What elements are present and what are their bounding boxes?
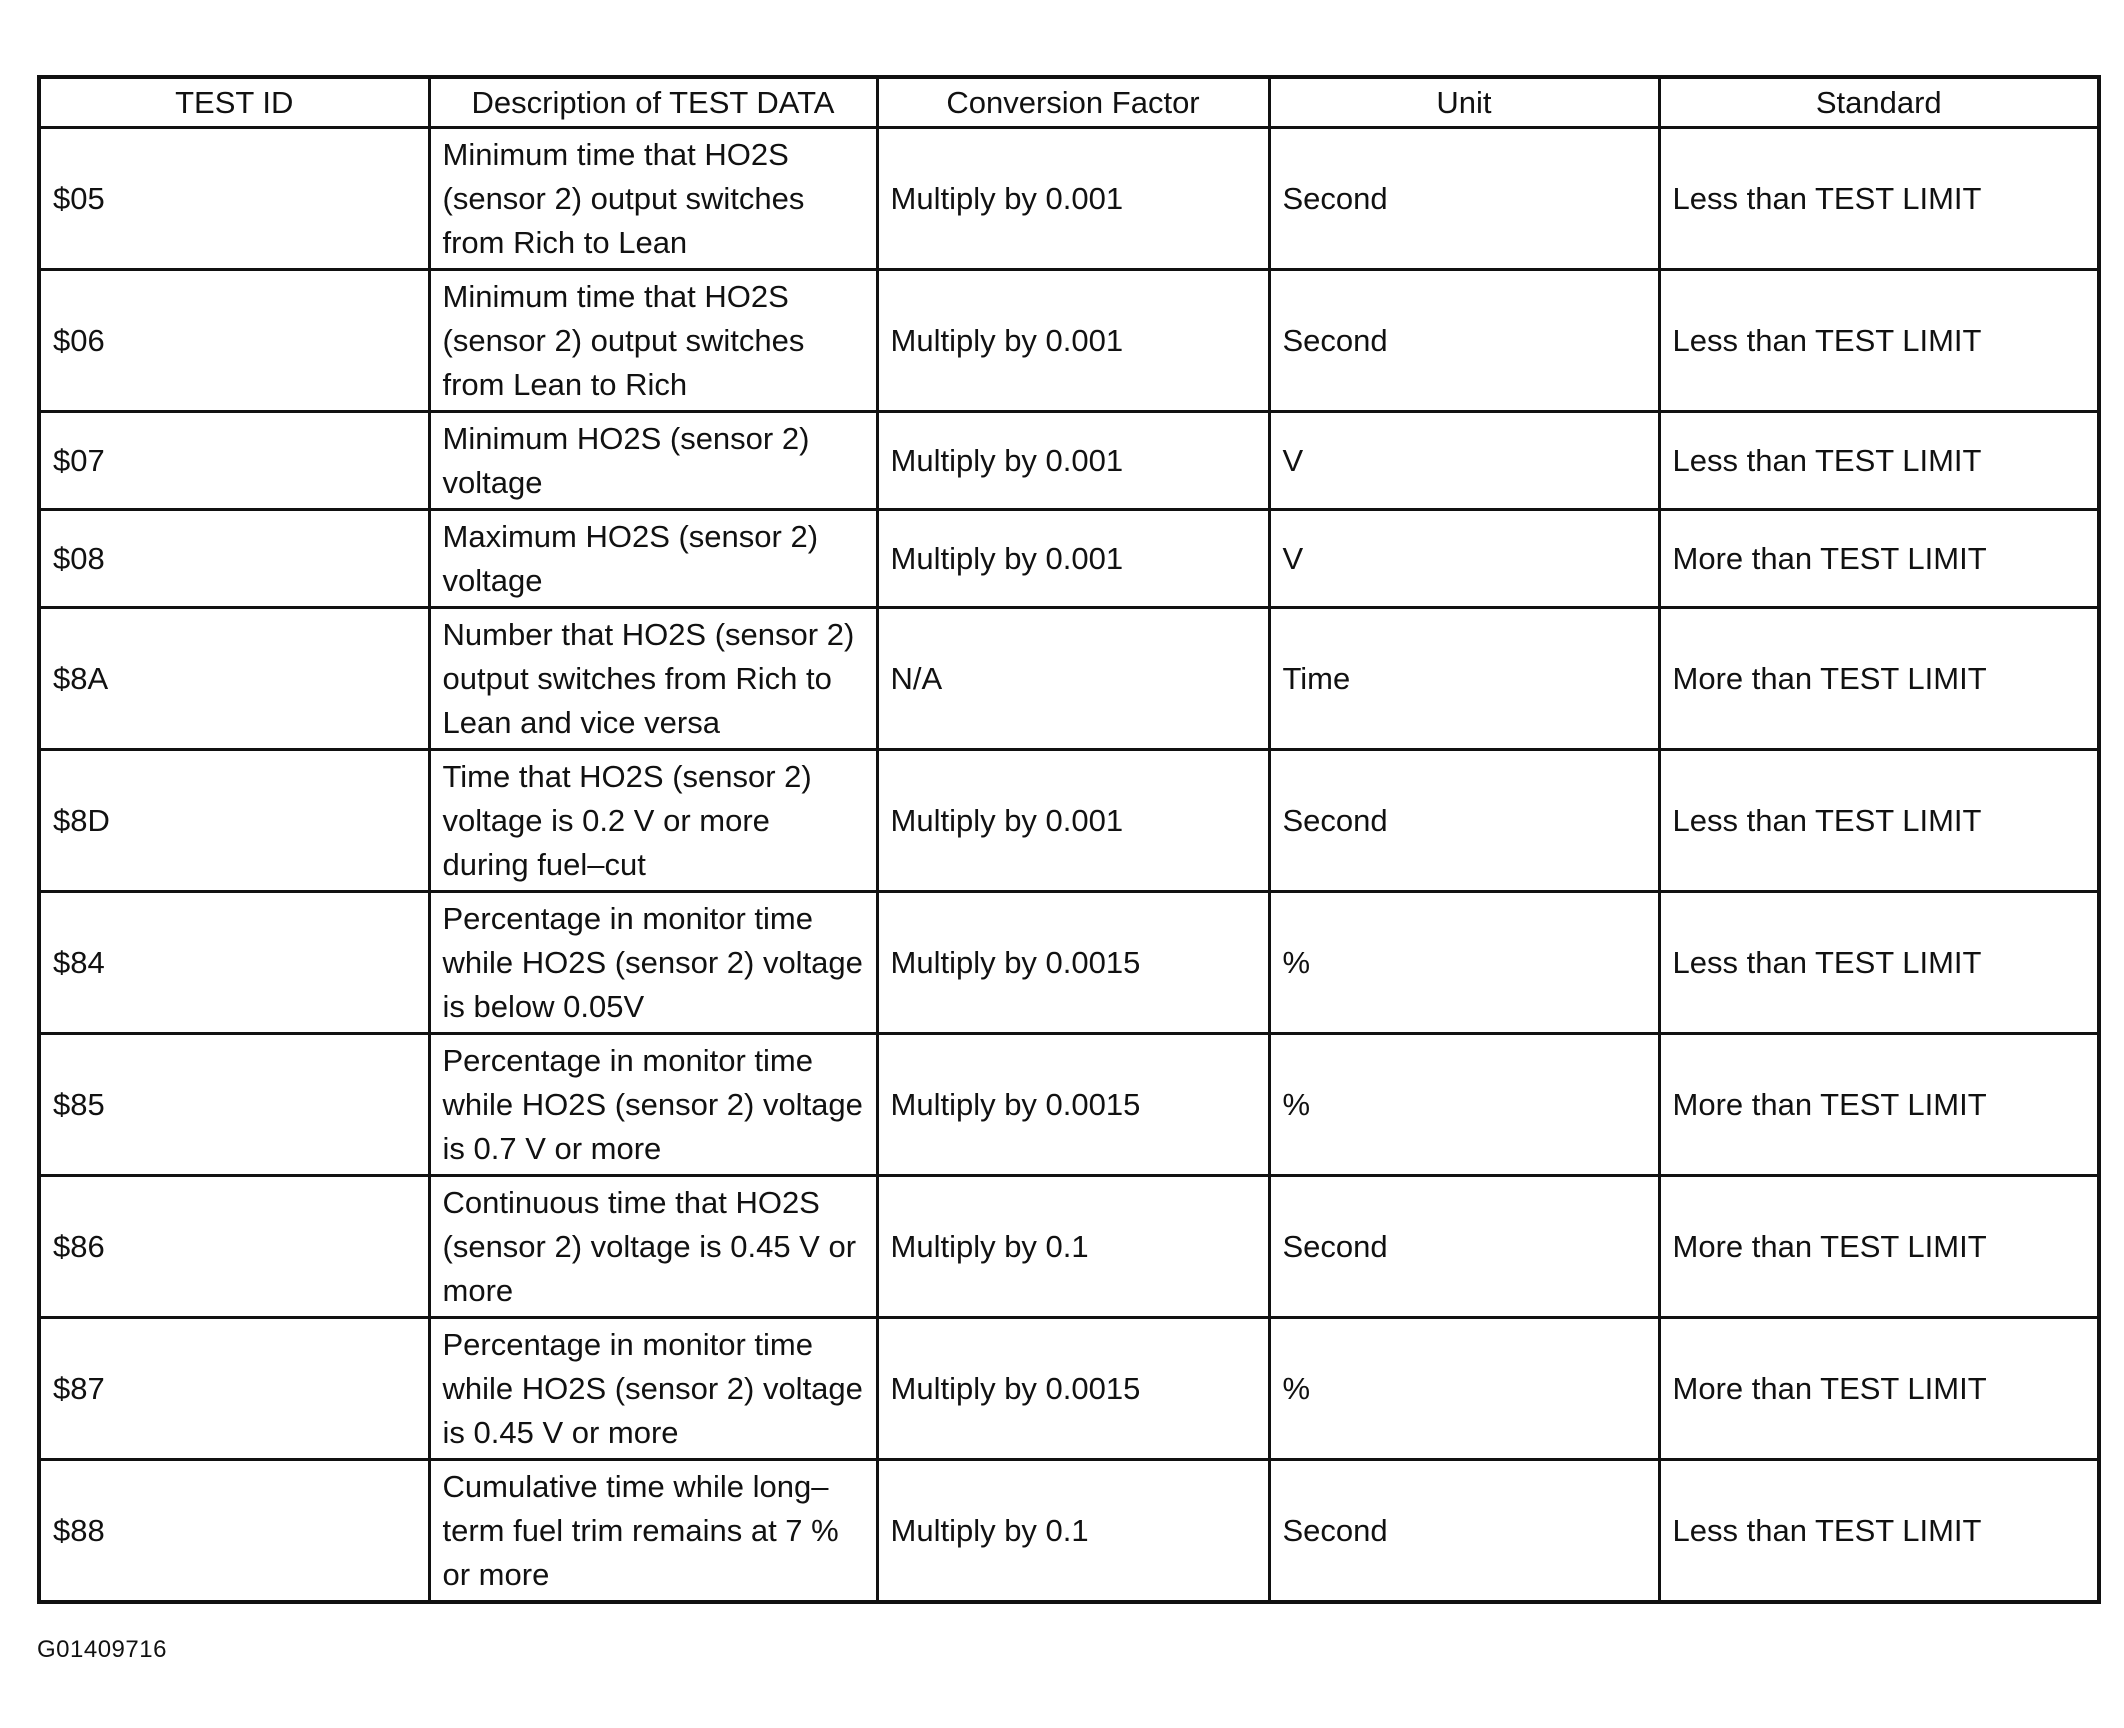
spec-sheet bbox=[37, 75, 2097, 1604]
header-test-id: TEST ID bbox=[39, 77, 429, 128]
table-row bbox=[39, 1460, 2099, 1603]
test-data-table bbox=[37, 75, 2101, 1604]
header-description: Description of TEST DATA bbox=[429, 77, 877, 128]
cell-description: Minimum time that HO2S (sensor 2) output switches from Lean to Rich bbox=[429, 270, 877, 412]
cell-conversion-factor: Multiply by 0.1 bbox=[877, 1176, 1269, 1318]
cell-unit: Second bbox=[1269, 128, 1659, 270]
cell-unit: % bbox=[1269, 1318, 1659, 1460]
cell-standard: Less than TEST LIMIT bbox=[1659, 412, 2099, 510]
table-header-row bbox=[39, 77, 2099, 128]
cell-description: Maximum HO2S (sensor 2) voltage bbox=[429, 510, 877, 608]
cell-conversion-factor: Multiply by 0.001 bbox=[877, 412, 1269, 510]
cell-conversion-factor: Multiply by 0.0015 bbox=[877, 1034, 1269, 1176]
header-standard: Standard bbox=[1659, 77, 2099, 128]
cell-standard: Less than TEST LIMIT bbox=[1659, 1460, 2099, 1603]
cell-test-id: $08 bbox=[39, 510, 429, 608]
cell-description: Minimum HO2S (sensor 2) voltage bbox=[429, 412, 877, 510]
header-conversion-factor: Conversion Factor bbox=[877, 77, 1269, 128]
cell-description: Cumulative time while long–term fuel trim remains at 7 % or more bbox=[429, 1460, 877, 1603]
header-unit: Unit bbox=[1269, 77, 1659, 128]
table-row bbox=[39, 1318, 2099, 1460]
cell-conversion-factor: Multiply by 0.001 bbox=[877, 270, 1269, 412]
cell-standard: More than TEST LIMIT bbox=[1659, 1176, 2099, 1318]
cell-unit: V bbox=[1269, 510, 1659, 608]
cell-standard: Less than TEST LIMIT bbox=[1659, 892, 2099, 1034]
cell-conversion-factor: Multiply by 0.001 bbox=[877, 750, 1269, 892]
table-row bbox=[39, 270, 2099, 412]
cell-standard: Less than TEST LIMIT bbox=[1659, 750, 2099, 892]
cell-unit: Second bbox=[1269, 270, 1659, 412]
table-row bbox=[39, 1176, 2099, 1318]
cell-description: Continuous time that HO2S (sensor 2) voltage is 0.45 V or more bbox=[429, 1176, 877, 1318]
cell-description: Percentage in monitor time while HO2S (sensor 2) voltage is 0.45 V or more bbox=[429, 1318, 877, 1460]
cell-standard: More than TEST LIMIT bbox=[1659, 1318, 2099, 1460]
cell-test-id: $86 bbox=[39, 1176, 429, 1318]
cell-test-id: $87 bbox=[39, 1318, 429, 1460]
cell-description: Percentage in monitor time while HO2S (sensor 2) voltage is below 0.05V bbox=[429, 892, 877, 1034]
cell-standard: More than TEST LIMIT bbox=[1659, 608, 2099, 750]
table-row bbox=[39, 750, 2099, 892]
cell-conversion-factor: Multiply by 0.0015 bbox=[877, 1318, 1269, 1460]
cell-standard: More than TEST LIMIT bbox=[1659, 1034, 2099, 1176]
cell-standard: More than TEST LIMIT bbox=[1659, 510, 2099, 608]
cell-test-id: $85 bbox=[39, 1034, 429, 1176]
table-row bbox=[39, 412, 2099, 510]
cell-test-id: $84 bbox=[39, 892, 429, 1034]
cell-conversion-factor: Multiply by 0.001 bbox=[877, 510, 1269, 608]
cell-test-id: $88 bbox=[39, 1460, 429, 1603]
cell-test-id: $07 bbox=[39, 412, 429, 510]
cell-unit: Second bbox=[1269, 1176, 1659, 1318]
cell-conversion-factor: Multiply by 0.001 bbox=[877, 128, 1269, 270]
cell-unit: % bbox=[1269, 892, 1659, 1034]
cell-description: Time that HO2S (sensor 2) voltage is 0.2 V or more during fuel–cut bbox=[429, 750, 877, 892]
cell-standard: Less than TEST LIMIT bbox=[1659, 128, 2099, 270]
cell-description: Minimum time that HO2S (sensor 2) output switches from Rich to Lean bbox=[429, 128, 877, 270]
table-row bbox=[39, 608, 2099, 750]
cell-description: Percentage in monitor time while HO2S (sensor 2) voltage is 0.7 V or more bbox=[429, 1034, 877, 1176]
cell-standard: Less than TEST LIMIT bbox=[1659, 270, 2099, 412]
cell-unit: Time bbox=[1269, 608, 1659, 750]
cell-description: Number that HO2S (sensor 2) output switches from Rich to Lean and vice versa bbox=[429, 608, 877, 750]
table-row bbox=[39, 510, 2099, 608]
cell-test-id: $8A bbox=[39, 608, 429, 750]
cell-conversion-factor: Multiply by 0.1 bbox=[877, 1460, 1269, 1603]
cell-unit: Second bbox=[1269, 1460, 1659, 1603]
cell-conversion-factor: Multiply by 0.0015 bbox=[877, 892, 1269, 1034]
table-row bbox=[39, 128, 2099, 270]
cell-conversion-factor: N/A bbox=[877, 608, 1269, 750]
cell-unit: % bbox=[1269, 1034, 1659, 1176]
cell-test-id: $8D bbox=[39, 750, 429, 892]
cell-unit: Second bbox=[1269, 750, 1659, 892]
figure-code: G01409716 bbox=[37, 1636, 167, 1663]
table-row bbox=[39, 1034, 2099, 1176]
table-row bbox=[39, 892, 2099, 1034]
cell-test-id: $06 bbox=[39, 270, 429, 412]
cell-test-id: $05 bbox=[39, 128, 429, 270]
cell-unit: V bbox=[1269, 412, 1659, 510]
